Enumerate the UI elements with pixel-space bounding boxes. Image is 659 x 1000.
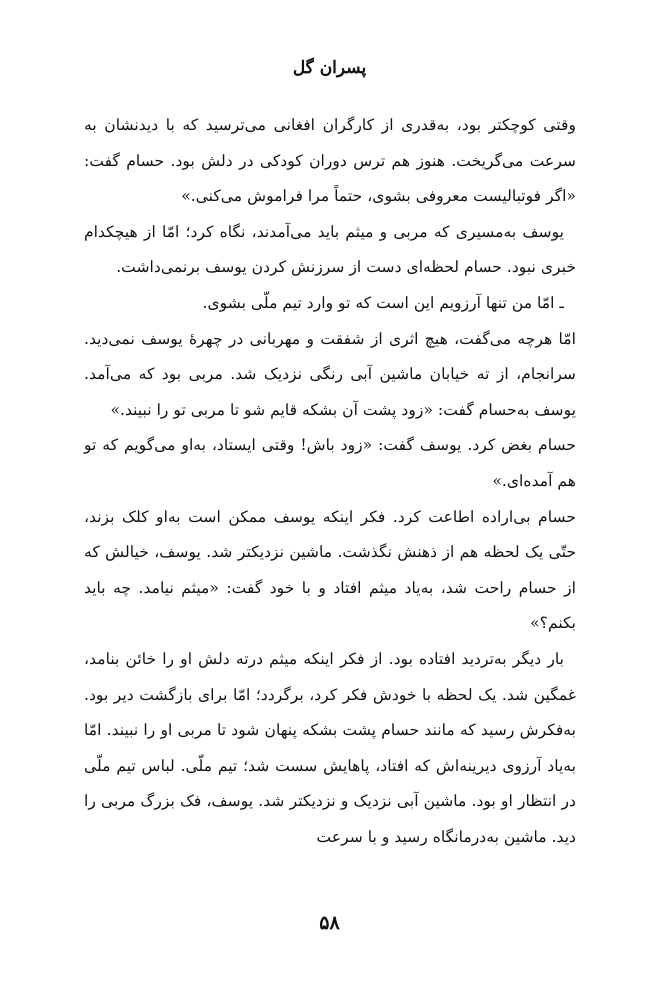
paragraph: وقتی کوچکتر بود، به‌قدری از کارگران افغانی می‌ترسید که با دیدنشان به سرعت می‌گریخت. هنوز هم ترس دوران کودکی در دلش بود. حسام گفت: «اگر فوتبالیست معروفی بشوی، حتماً مرا فراموش می‌کنی.» [84,116,576,206]
running-title: پسران گل [292,58,367,78]
dialogue-line: ـ امّا من تنها آرزویم این است که تو وارد تیم ملّی بشوی. [202,293,564,312]
paragraph: امّا هرچه می‌گفت، هیچ اثری از شفقت و مهربانی در چهرهٔ یوسف نمی‌دید. سرانجام، از ته خیابان ماشین آبی رنگی نزدیک شد. مربی بود که می‌آمد. یوسف به‌حسام گفت: «زود پشت آن بشکه قایم شو تا مربی تو را نبیند.» [84,329,576,419]
page-number: ۵۸ [319,912,340,934]
paragraph: یوسف به‌مسیری که مربی و میثم باید می‌آمدند، نگاه کرد؛ امّا از هیچکدام خبری نبود. حسام لحظه‌ای دست از سرزنش کردن یوسف برنمی‌داشت. [84,222,576,277]
paragraph: بار دیگر به‌تردید افتاده بود. از فکر اینکه میثم درته دلش او را خائن بنامد، غمگین شد. یک لحظه با خودش فکر کرد، برگردد؛ امّا برای بازگشت دیر بود. به‌فکرش رسید که مانند حسام پشت بشکه پنهان شود تا مربی او را نبیند. امّا به‌یاد آرزوی دیرینه‌اش که افتاد، پاهایش سست شد؛ تیم ملّی. لباس تیم ملّی در انتظار او بود. ماشین آبی نزدیک و نزدیکتر شد. یوسف، فک بزرگ مربی را دید. ماشین به‌درمانگاه رسید و با سرعت [84,649,576,846]
paragraph: حسام بغض کرد. یوسف گفت: «زود باش! وقتی ایستاد، به‌او می‌گویم که تو هم آمده‌ای.» [84,436,576,490]
paragraph: حسام بی‌اراده اطاعت کرد. فکر اینکه یوسف ممکن است به‌او کلک بزند، حتّی یک لحظه هم از ذهنش نگذشت. ماشین نزدیکتر شد. یوسف، خیالش که از حسام راحت شد، به‌یاد میثم افتاد و با خود گفت: «میثم نیامد. چه باید بکنم؟» [84,507,576,633]
body-text [84,108,576,855]
